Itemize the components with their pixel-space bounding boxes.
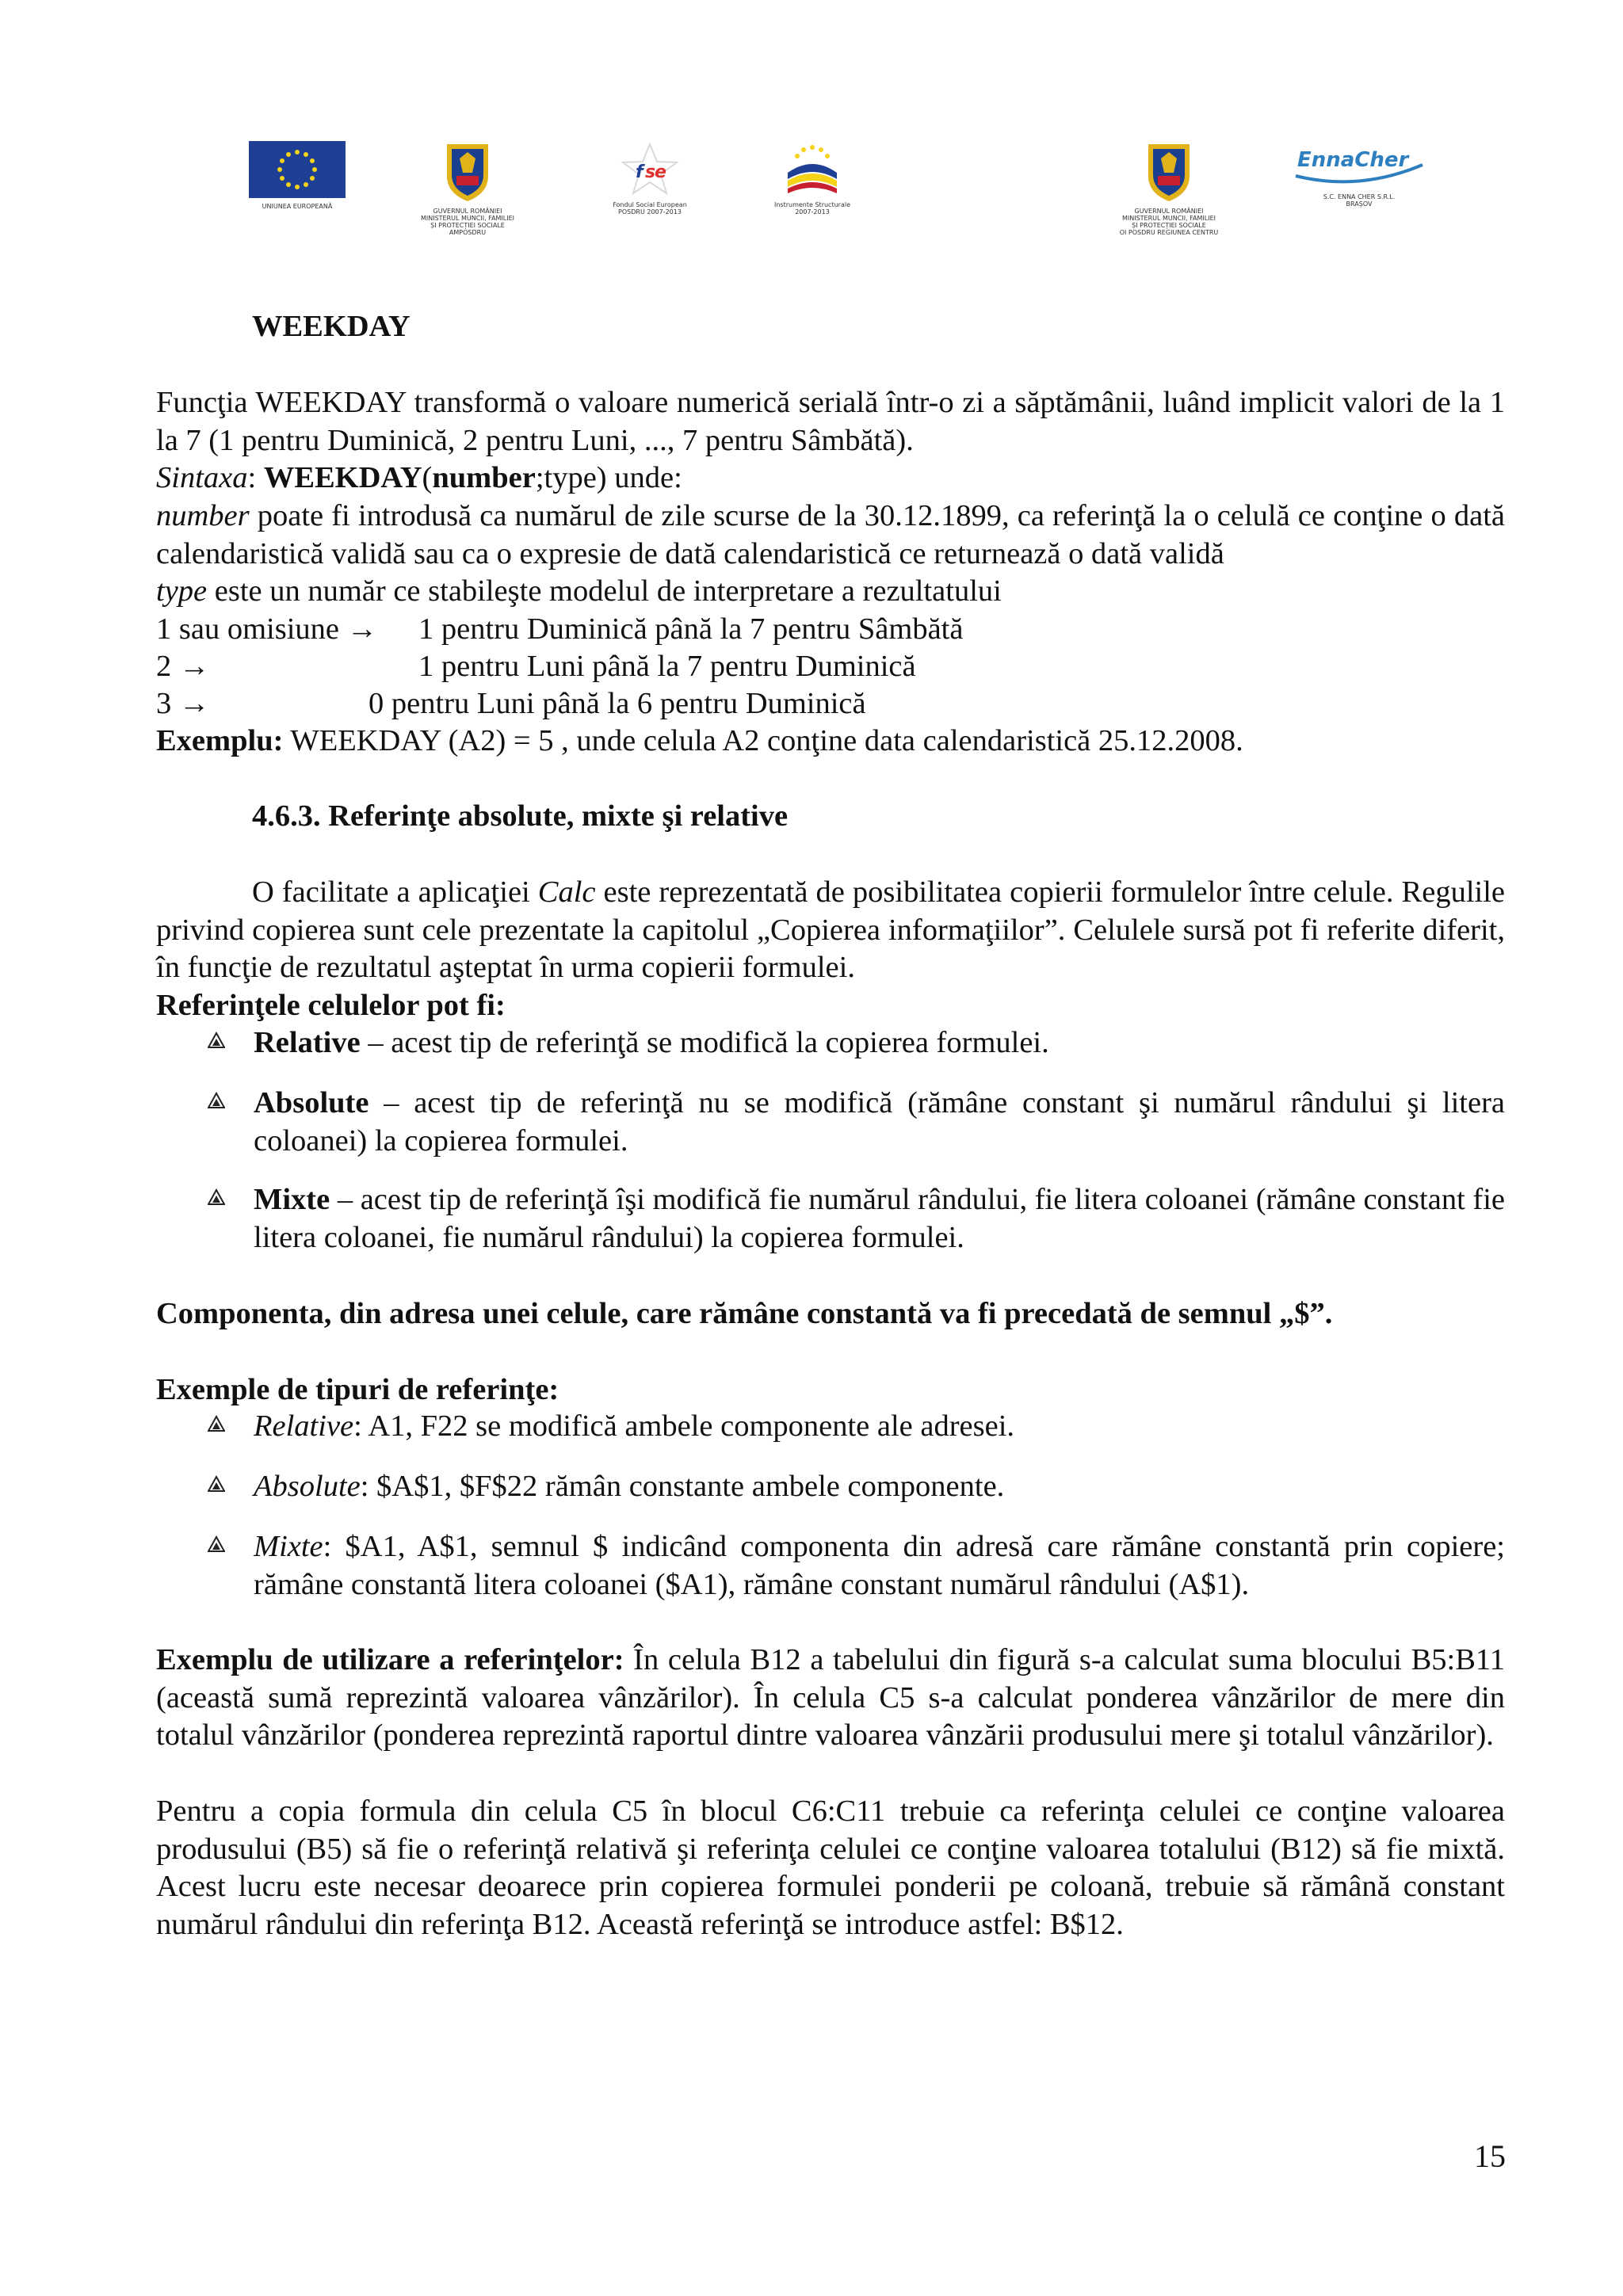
type-1-desc: 1 pentru Duminică până la 7 pentru Sâmbătă [418, 612, 964, 646]
refs-heading: Referinţele celulelor pot fi: [156, 989, 506, 1022]
bullet-icon [208, 1535, 225, 1553]
usage-example: Exemplu de utilizare a referinţelor: În celula B12 a tabelului din figură s-a calculat suma blocului B5:B11 (această sumă reprezintă valoarea vânzărilor). În celula C5 s-a calculat ponderea vânzărilor de mere din totalul vânzărilor (ponderea reprezintă raportul dintre valoarea vânzării produsului mere şi totalul vânzărilor). [156, 1643, 1505, 1753]
ministry-logo-1 [392, 141, 543, 236]
page-number: 15 [1474, 2138, 1506, 2174]
fse-star-icon [618, 141, 682, 196]
section-heading: 4.6.3. Referinţe absolute, mixte şi relative [252, 799, 789, 833]
ref-mixed: Mixte – acest tip de referinţă îşi modifică fie numărul rândului, fie litera coloanei (rămâne constant fie litera coloanei, fie numărul rândului) la copierea formulei. [254, 1183, 1505, 1254]
ministry-caption-2: GUVERNUL ROMÂNIEI MINISTERUL MUNCII, FAMILIEI ȘI PROTECȚIEI SOCIALE OI POSDRU REGIUNEA CENTRU [1119, 208, 1219, 236]
structural-instruments-icon [777, 141, 848, 196]
dollar-note: Componenta, din adresa unei celule, care rămâne constantă va fi precedată de semnul „$”. [156, 1297, 1333, 1330]
examples-heading: Exemple de tipuri de referinţe: [156, 1373, 559, 1406]
bullet-icon [208, 1415, 225, 1432]
svg-text:f: f [636, 162, 643, 182]
type-3-desc: 0 pentru Luni până la 6 pentru Duminică [369, 687, 866, 720]
bullet-icon [208, 1475, 225, 1493]
weekday-type-arg: type este un număr ce stabileşte modelul de interpretare a rezultatului [156, 574, 1002, 608]
bullet-icon [208, 1188, 225, 1206]
type-3-key: 3 → [156, 687, 210, 720]
eu-flag-caption: UNIUNEA EUROPEANĂ [262, 203, 333, 210]
weekday-number-arg: number poate fi introdusă ca numărul de zile scurse de la 30.12.1899, ca referinţă la o celulă ce conţine o dată calendaristică validă sau ca o expresie de dată calendaristică ce returnează o dată validă [156, 499, 1505, 570]
coat-of-arms-icon-2 [1144, 141, 1194, 203]
eu-flag-logo [238, 141, 357, 210]
section-intro: O facilitate a aplicaţiei Calc este reprezentată de posibilitatea copierii formulelor între celule. Regulile privind copierea sunt cele prezentate la capitolul „Copierea informaţiilor”. Celulele sursă pot fi referite diferit, în funcţie de rezultatul aşteptat în urma copierii formulei. [156, 875, 1505, 985]
bullet-icon [208, 1092, 225, 1109]
final-paragraph: Pentru a copia formula din celula C5 în blocul C6:C11 trebuie ca referinţa celulei ce conţine valoarea produsului (B5) să fie o referinţă relativă şi referinţa celulei ce conţine valoarea totalului (B12) să fie mixtă. Acest lucru este necesar deoarece prin copierea formulei ponderii pe coloană, trebuie să rămână constant numărul rândului din referinţa B12. Această referinţă se introduce astfel: B$12. [156, 1794, 1505, 1941]
type-1-key: 1 sau omisiune → [156, 612, 378, 646]
structural-instruments-logo [753, 141, 872, 215]
example-absolute: Absolute: $A$1, $F$22 rămân constante ambele componente. [254, 1470, 1005, 1503]
ennacher-wordmark: EnnaCher [1297, 148, 1409, 172]
ref-absolute: Absolute – acest tip de referinţă nu se modifică (rămâne constant şi numărul rândului şi litera coloanei) la copierea formulei. [254, 1086, 1505, 1158]
bullet-icon [208, 1032, 225, 1049]
weekday-example: Exemplu: WEEKDAY (A2) = 5 , unde celula A2 conţine data calendaristică 25.12.2008. [156, 724, 1243, 757]
ministry-logo-2 [1094, 141, 1244, 236]
fse-caption: Fondul Social European POSDRU 2007-2013 [613, 201, 687, 215]
example-relative: Relative: A1, F22 se modifică ambele componente ale adresei. [254, 1409, 1015, 1443]
weekday-title: WEEKDAY [252, 310, 411, 343]
header-logos [230, 141, 1466, 252]
type-2-desc: 1 pentru Luni până la 7 pentru Duminică [418, 650, 916, 683]
ennacher-wordmark-icon [1288, 141, 1430, 189]
example-mixed: Mixte: $A1, A$1, semnul $ indicând componenta din adresă care rămâne constantă prin copiere; rămâne constantă litera coloanei ($A1), rămâne constant numărul rândului (A$1). [254, 1530, 1505, 1601]
svg-text:e: e [655, 162, 666, 182]
structural-instruments-caption: Instrumente Structurale 2007-2013 [774, 201, 850, 215]
ennacher-logo [1284, 141, 1434, 208]
type-2-key: 2 → [156, 650, 210, 683]
ministry-caption-1: GUVERNUL ROMÂNIEI MINISTERUL MUNCII, FAMILIEI ȘI PROTECȚIEI SOCIALE AMPOSDRU [420, 208, 514, 236]
svg-text:s: s [645, 162, 656, 182]
eu-flag-icon [249, 141, 346, 198]
weekday-syntax: Sintaxa: WEEKDAY(number;type) unde: [156, 461, 682, 494]
ref-relative: Relative – acest tip de referinţă se modifică la copierea formulei. [254, 1026, 1049, 1059]
weekday-description: Funcţia WEEKDAY transformă o valoare numerică serială într-o zi a săptămânii, luând implicit valori de la 1 la 7 (1 pentru Duminică, 2 pentru Luni, ..., 7 pentru Sâmbătă). [156, 386, 1505, 457]
fse-logo [590, 141, 709, 215]
coat-of-arms-icon [442, 141, 493, 203]
ennacher-caption: S.C. ENNA CHER S.R.L. BRAȘOV [1323, 193, 1396, 208]
